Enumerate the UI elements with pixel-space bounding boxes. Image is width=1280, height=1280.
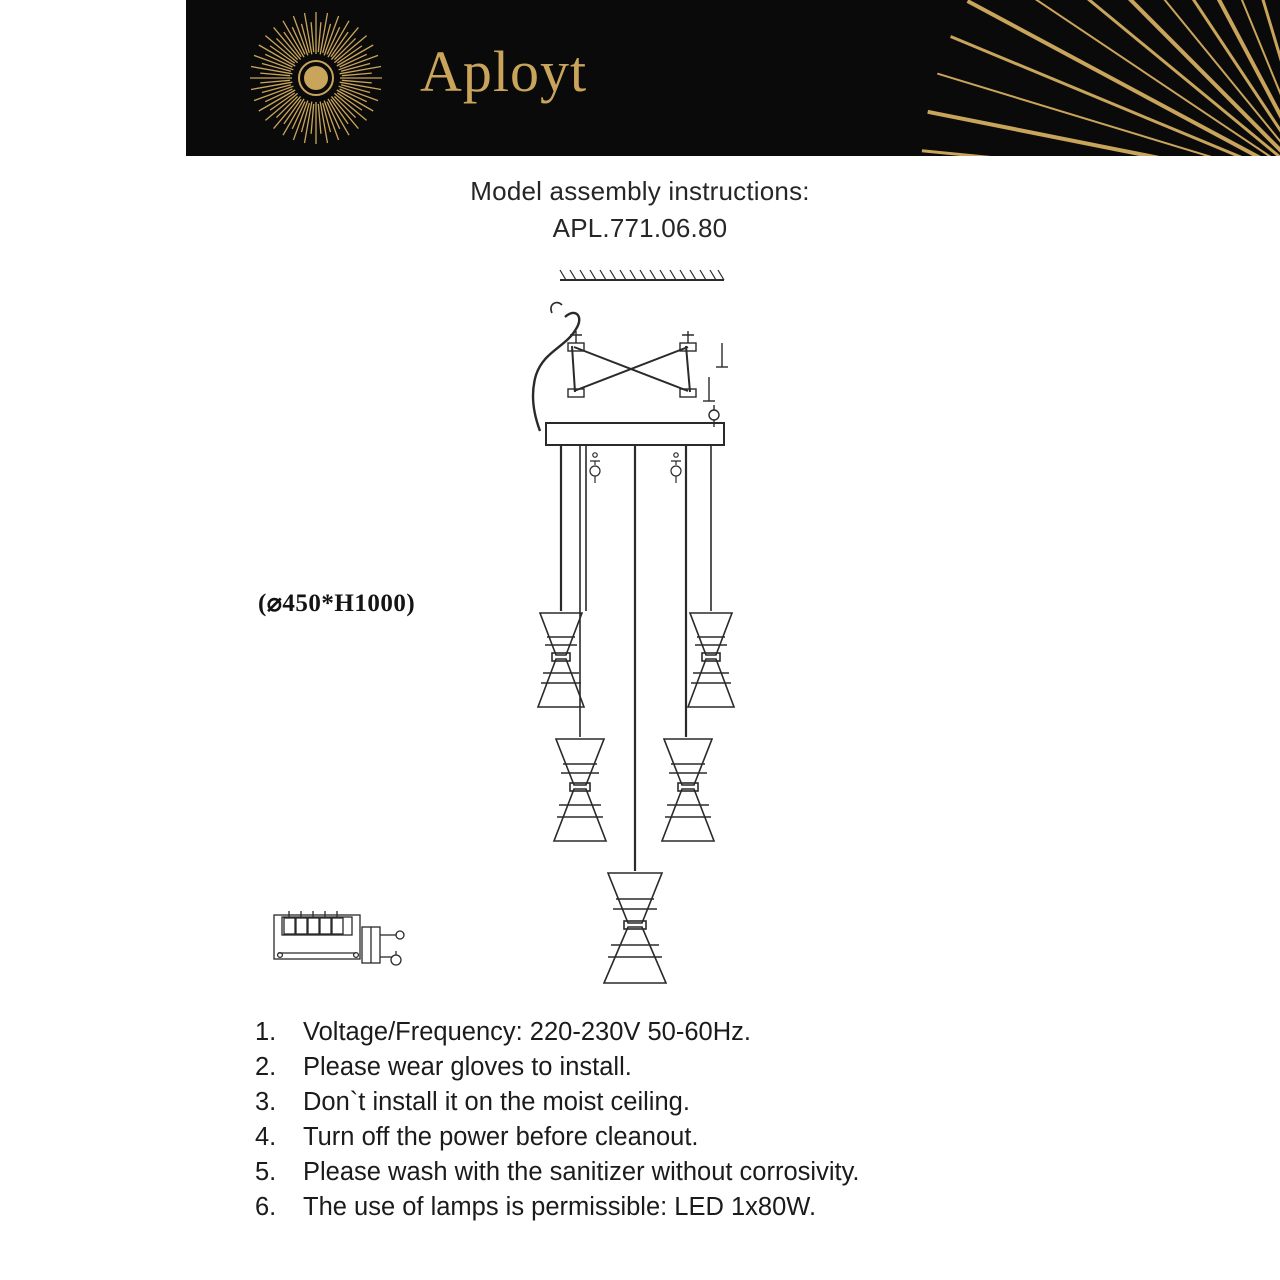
note-text: Turn off the power before cleanout. [303,1123,699,1151]
brand-banner [186,0,1280,156]
note-number: 3. [255,1088,277,1116]
note-item [255,1190,1085,1224]
note-number: 6. [255,1193,277,1221]
page-title [0,176,1280,244]
note-text: Please wear gloves to install. [303,1053,632,1081]
note-text: Don`t install it on the moist ceiling. [303,1088,690,1116]
radial-rays-icon [900,0,1280,156]
title-primary: Model assembly instructions: [470,176,810,206]
note-text: The use of lamps is permissible: LED 1x80W. [303,1193,817,1221]
model-code: APL.771.06.80 [552,213,728,243]
terminal-block-wiring [268,905,438,985]
note-number: 4. [255,1123,277,1151]
assembly-diagram [0,255,1280,995]
note-item [255,1120,1085,1154]
note-text: Please wash with the sanitizer without corrosivity. [303,1158,860,1186]
dimension-label: (⌀450*H1000) [258,590,416,617]
note-number: 2. [255,1053,277,1081]
note-number: 1. [255,1018,277,1046]
sunburst-icon [248,10,384,146]
brand-wordmark: Aployt [420,39,588,104]
note-item [255,1085,1085,1119]
note-item [255,1015,1085,1049]
note-item [255,1050,1085,1084]
note-text: Voltage/Frequency: 220-230V 50-60Hz. [303,1018,751,1046]
note-item [255,1155,1085,1189]
instruction-notes [255,1015,1085,1225]
note-number: 5. [255,1158,277,1186]
